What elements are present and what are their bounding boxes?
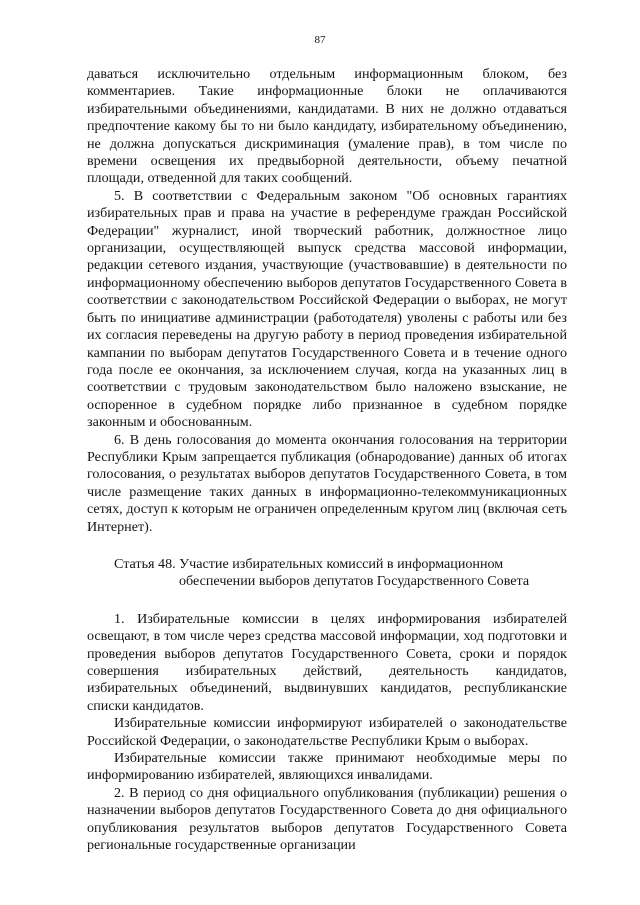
paragraph-item-5: 5. В соответствии с Федеральным законом "Об основных гарантиях избирательных прав и права на участие в референдуме граждан Российской Федерации" журналист, иной творческий работник, должностное лицо организации, осуществляющей выпуск средства массовой информации, редакции сетевого издания, участвующие (участвовавшие) в деятельности по информационному обеспечению выборов депутатов Государственного Совета в соответствии с законодательством Российской Федерации о выборах, не могут быть по инициативе администрации (работодателя) уволены с работы или без их согласия переведены на другую работу в период проведения избирательной кампании по выборам депутатов Государственного Совета и в течение одного года после ее окончания, за исключением случая, когда на указанных лиц в соответствии с трудовым законодательством было наложено взыскание, не оспоренное в судебном порядке либо признанное в судебном порядке законным и обоснованным. (87, 187, 567, 431)
paragraph-item-6: 6. В день голосования до момента окончания голосования на территории Республики Крым запрещается публикация (обнародование) данных об итогах голосования, о результатах выборов депутатов Государственного Совета, в том числе размещение таких данных в информационно-телекоммуникационных сетях, доступ к которым не ограничен определенным кругом лиц (включая сеть Интернет). (87, 431, 567, 535)
article-heading (87, 556, 567, 591)
document-body (87, 66, 567, 854)
paragraph-article48-disabled: Избирательные комиссии также принимают необходимые меры по информированию избирателей, являющихся инвалидами. (87, 750, 567, 784)
paragraph-article48-item-2: 2. В период со дня официального опубликования (публикации) решения о назначении выборов депутатов Государственного Совета до дня официального опубликования результатов выборов депутатов Государственного Совета региональные государственные организации (87, 784, 567, 854)
paragraph-article48-item-1: 1. Избирательные комиссии в целях информирования избирателей освещают, в том числе через средства массовой информации, ход подготовки и проведения выборов депутатов Государственного Совета, сроки и порядок совершения избирательных действий, деятельность кандидатов, избирательных объединений, выдвинувших кандидатов, республиканские списки кандидатов. (87, 610, 567, 714)
article-heading-line2: обеспечении выборов депутатов Государственного Совета (179, 573, 530, 590)
paragraph-article48-legislation: Избирательные комиссии информируют избирателей о законодательстве Российской Федерации, о законодательстве Республики Крым о выборах. (87, 715, 567, 749)
article-heading-line1: Статья 48. Участие избирательных комиссий в информационном (114, 555, 504, 572)
page-number: 87 (314, 34, 326, 46)
paragraph-continuation: даваться исключительно отдельным информационным блоком, без комментариев. Такие информационные блоки не оплачиваются избирательными объединениями, кандидатами. В них не должно отдаваться предпочтение какому бы то ни было кандидату, избирательному объединению, не должна допускаться дискриминация (умаление прав), в том числе по времени освещения их предвыборной деятельности, объему печатной площади, отведенной для таких сообщений. (87, 66, 567, 187)
